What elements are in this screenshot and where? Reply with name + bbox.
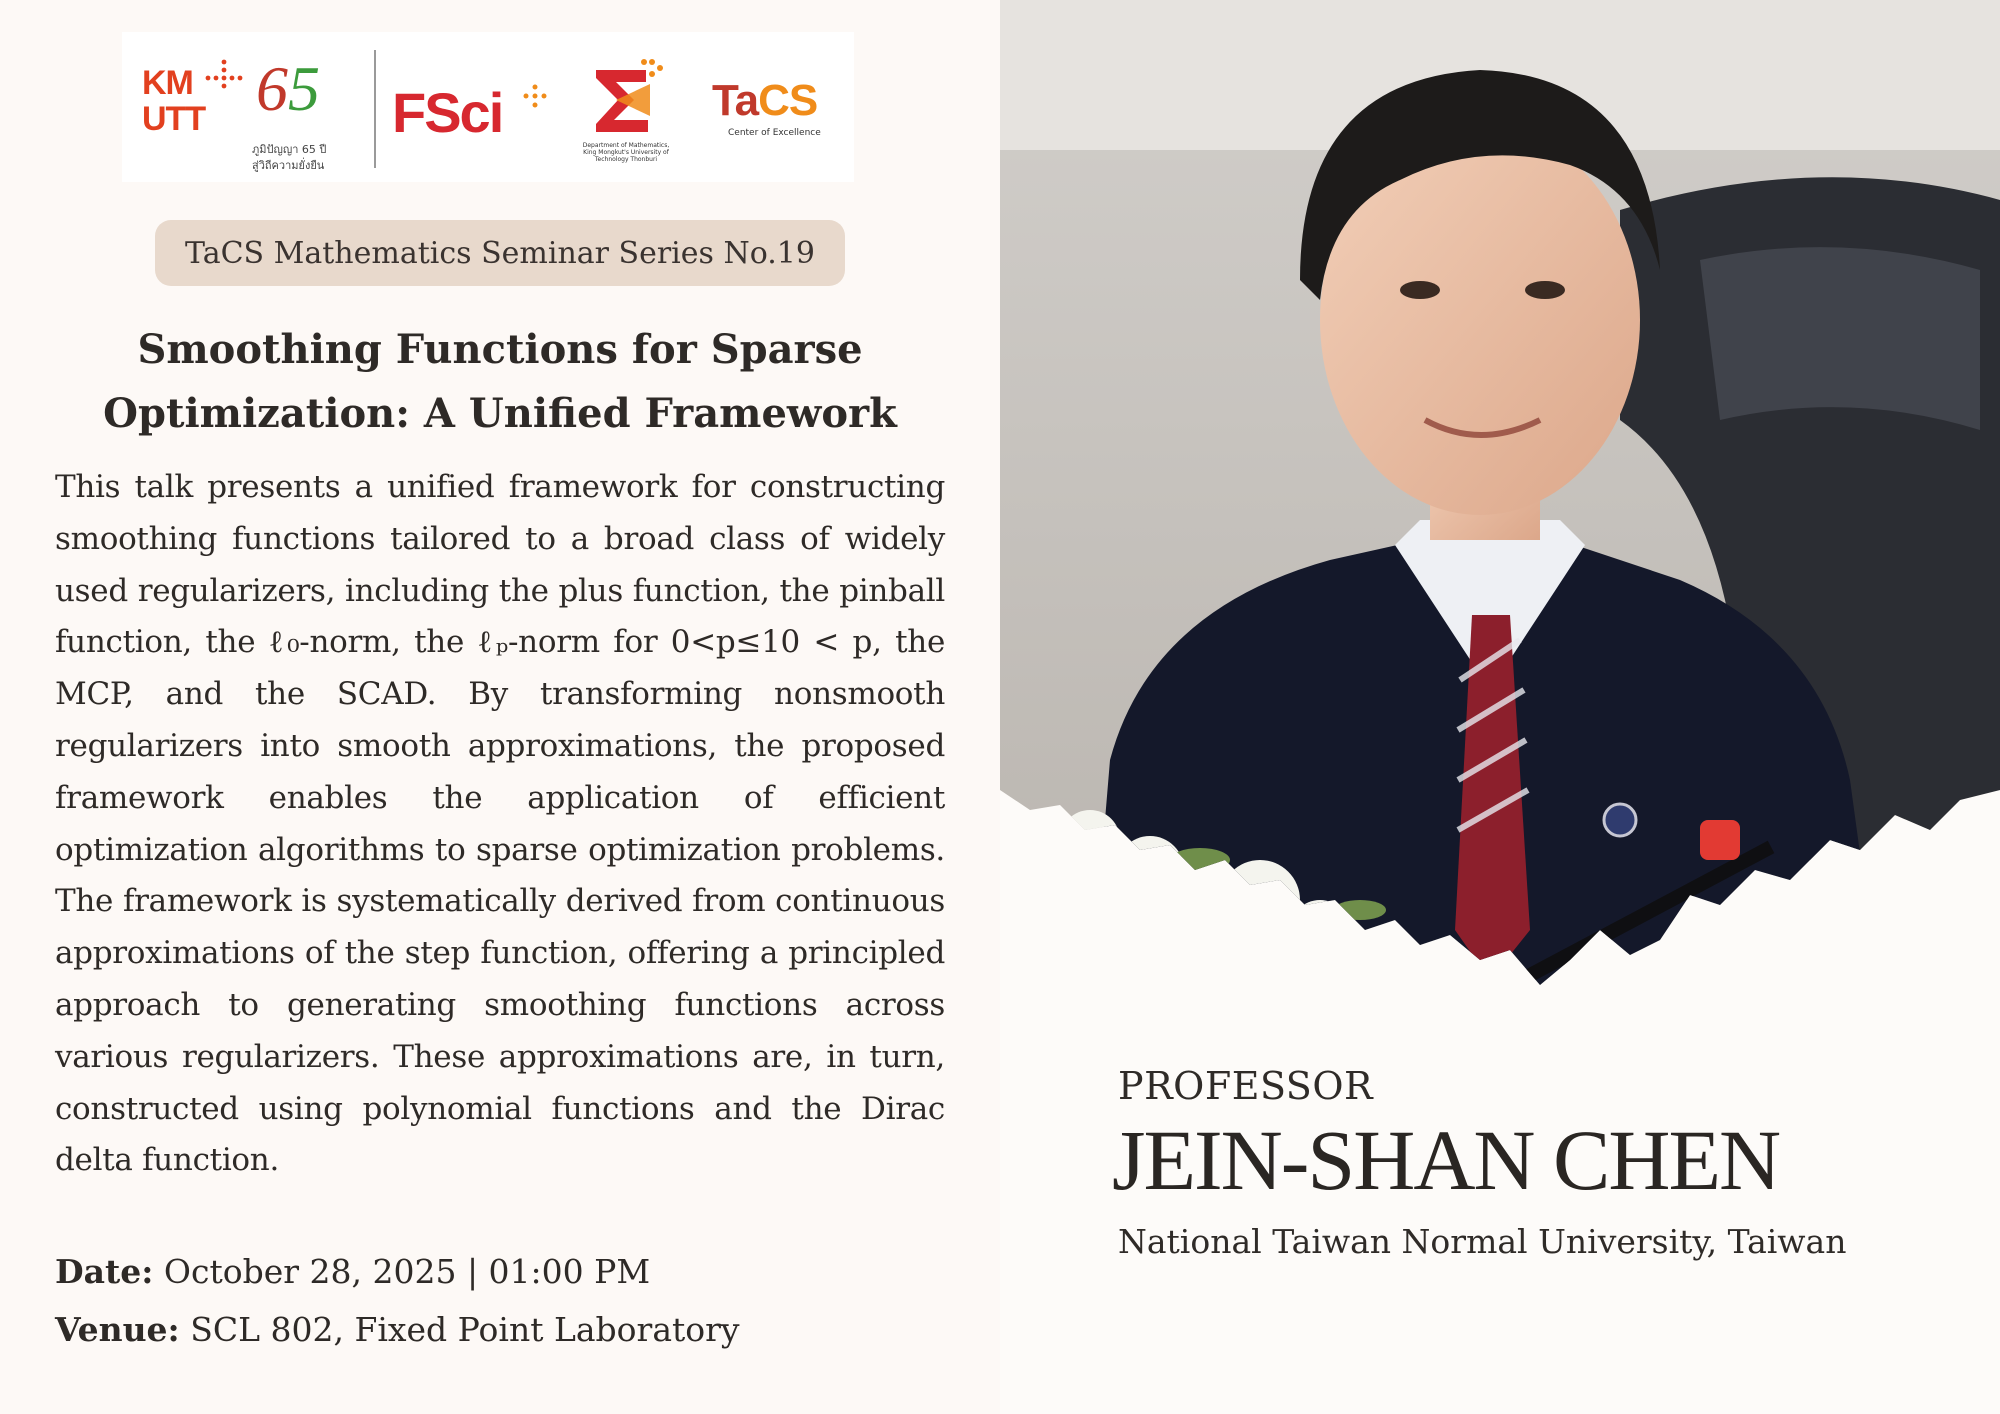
talk-title <box>60 318 940 446</box>
anniversary-caption-2: สู่วิถีความยั่งยืน <box>252 159 325 172</box>
kmutt-logo-line1: KM <box>142 64 193 102</box>
event-date <box>55 1252 650 1291</box>
anniversary-caption-1: ภูมิปัญญา 65 ปี <box>252 143 327 156</box>
speaker-name: JEIN-SHAN CHEN <box>1112 1112 1780 1208</box>
logo-strip <box>122 32 854 182</box>
tacs-logo <box>712 68 842 158</box>
speaker-title: PROFESSOR <box>1118 1064 1374 1108</box>
venue-value: SCL 802, Fixed Point Laboratory <box>190 1310 740 1349</box>
fsci-logo-text: FSci <box>392 81 503 144</box>
event-venue <box>55 1310 740 1349</box>
tacs-logo-text: TaCS <box>712 76 818 125</box>
kmutt-logo-line2: UTT <box>142 100 206 138</box>
abstract-text: This talk presents a unified framework for constructing smoothing functions tailored to a broad class of widely used regularizers, including the plus function, the pinball function, the ℓ₀-norm, the ℓₚ-norm for 0<p≤10 < p, the MCP, and the SCAD. By transforming nonsmooth regularizers into smooth approximations, the proposed framework enables the application of efficient optimization algorithms to sparse optimization problems. The framework is systematically derived from continuous approximations of the step function, offering a principled approach to generating smoothing functions across various regularizers. These approximations are, in turn, constructed using polynomial functions and the Dirac delta function. <box>55 469 945 1179</box>
math-department-caption: Department of Mathematics, King Mongkut's University of Technology Thonburi <box>582 142 670 163</box>
logo-divider <box>374 50 376 168</box>
kmutt-dots-icon <box>204 58 244 98</box>
speaker-affiliation: National Taiwan Normal University, Taiwan <box>1118 1222 1847 1261</box>
talk-title-line-2: Optimization: A Unified Framework <box>103 390 897 437</box>
right-panel <box>1000 0 2000 1414</box>
sigma-icon <box>586 54 670 140</box>
fsci-logo <box>392 70 542 150</box>
date-label: Date: <box>55 1252 154 1291</box>
fsci-dots-icon <box>520 82 550 122</box>
seminar-series-badge: TaCS Mathematics Seminar Series No.19 <box>155 220 845 286</box>
kmutt-logo <box>142 64 232 164</box>
math-department-logo <box>582 54 672 164</box>
anniversary-65-logo <box>252 52 362 172</box>
venue-label: Venue: <box>55 1310 180 1349</box>
date-value: October 28, 2025 | 01:00 PM <box>163 1252 651 1291</box>
tacs-caption: Center of Excellence <box>728 128 821 138</box>
talk-title-line-1: Smoothing Functions for Sparse <box>137 326 863 373</box>
speaker-photo <box>1000 0 2000 1000</box>
anniversary-number: 65 <box>256 53 320 124</box>
